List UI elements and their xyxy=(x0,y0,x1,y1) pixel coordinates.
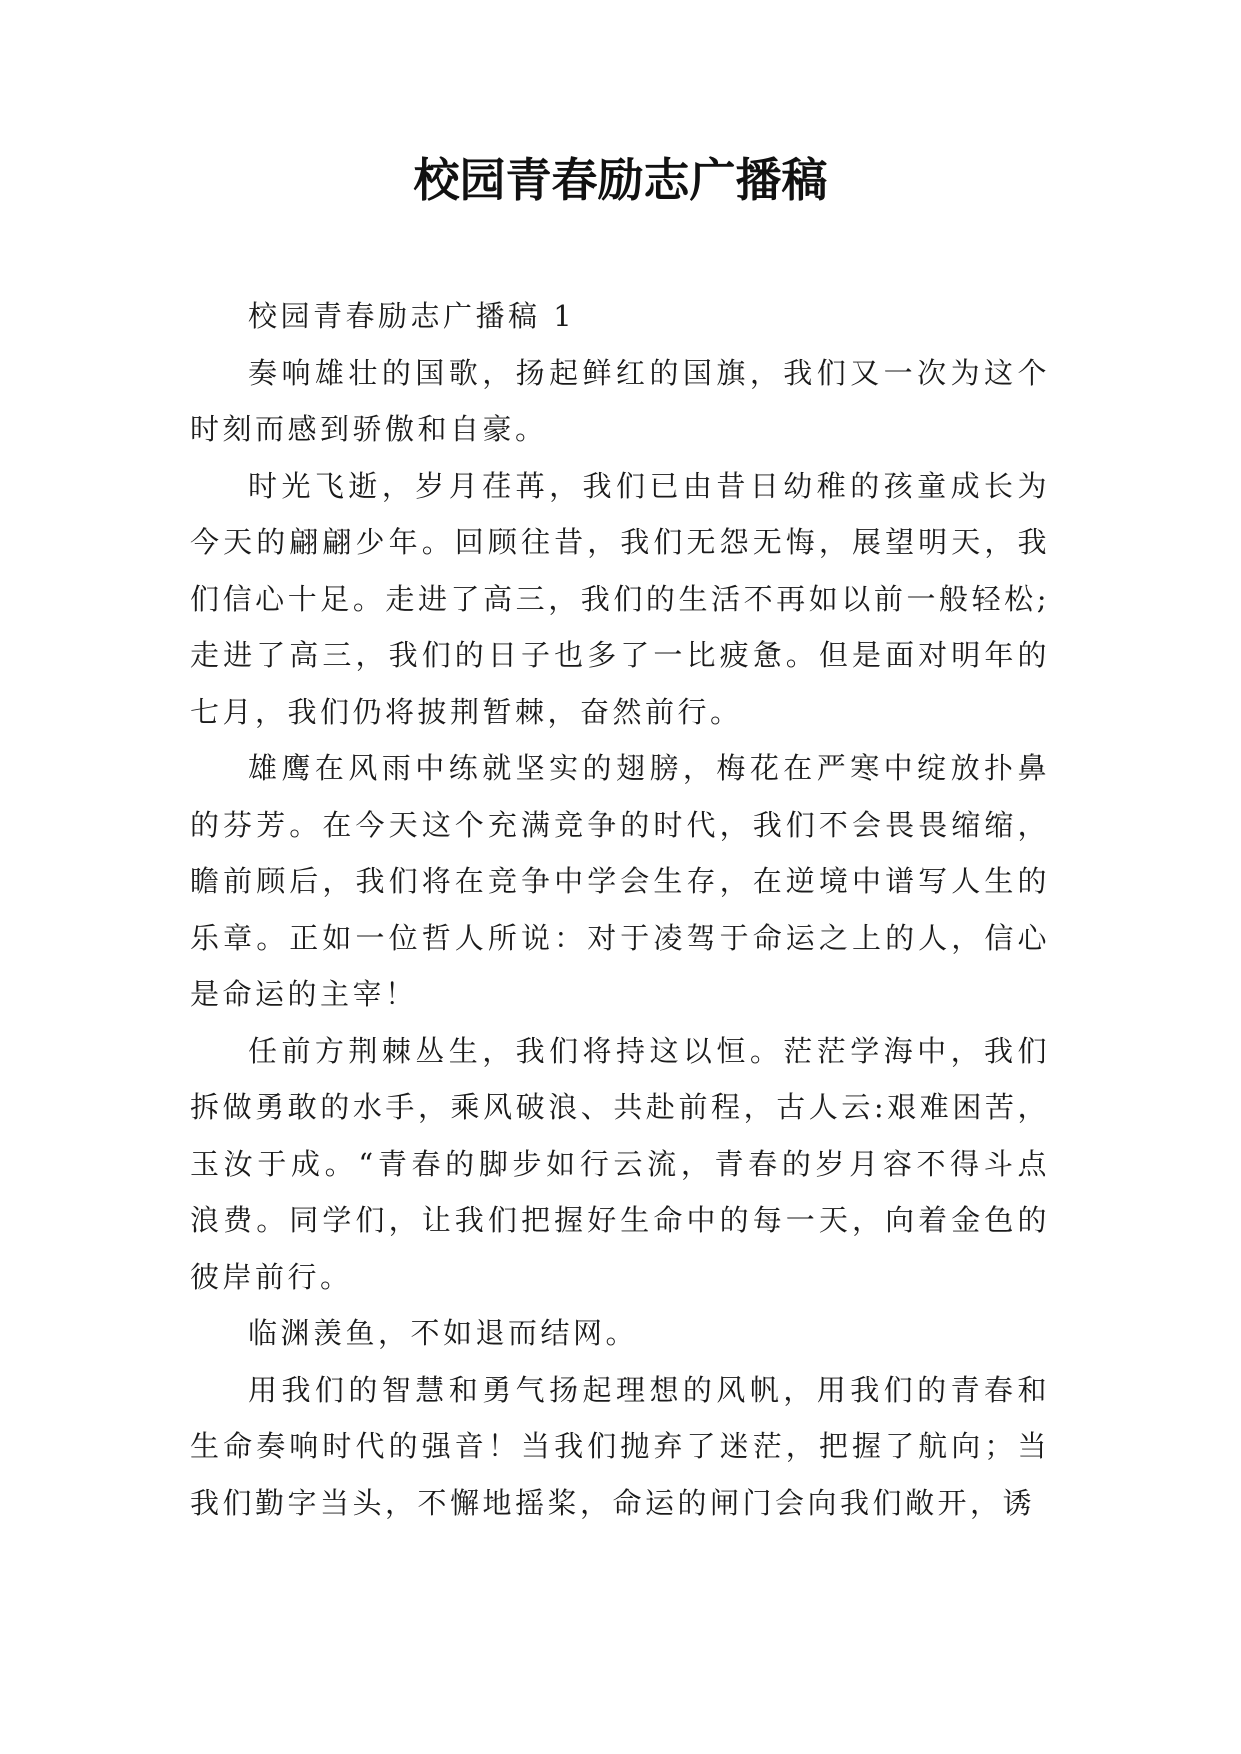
paragraph: 奏响雄壮的国歌，扬起鲜红的国旗，我们又一次为这个时刻而感到骄傲和自豪。 xyxy=(190,355,1050,446)
paragraph-heading: 校园青春励志广播稿 1 xyxy=(248,299,576,333)
paragraph: 任前方荆棘丛生，我们将持这以恒。茫茫学海中，我们拆做勇敢的水手，乘风破浪、共赴前程，古人云:艰难困苦，玉汝于成。“青春的脚步如行云流，青春的岁月容不得斗点浪费。同学们，让我们把握好生命中的每一天，向着金色的彼岸前行。 xyxy=(190,1033,1050,1294)
paragraph: 临渊羡鱼，不如退而结网。 xyxy=(248,1316,639,1350)
paragraph: 用我们的智慧和勇气扬起理想的风帆，用我们的青春和生命奏响时代的强音！当我们抛弃了迷茫，把握了航向；当我们勤字当头，不懈地摇桨，命运的闸门会向我们敞开，诱 xyxy=(190,1372,1050,1520)
document-body xyxy=(190,288,1050,1531)
paragraph: 时光飞逝，岁月荏苒，我们已由昔日幼稚的孩童成长为今天的翩翩少年。回顾往昔，我们无怨无悔，展望明天，我们信心十足。走进了高三，我们的生活不再如以前一般轻松;走进了高三，我们的日子也多了一比疲惫。但是面对明年的七月，我们仍将披荆暂棘，奋然前行。 xyxy=(190,468,1050,729)
document-title: 校园青春励志广播稿 xyxy=(413,153,828,207)
paragraph: 雄鹰在风雨中练就坚实的翅膀，梅花在严寒中绽放扑鼻的芬芳。在今天这个充满竞争的时代，我们不会畏畏缩缩，瞻前顾后，我们将在竞争中学会生存，在逆境中谱写人生的乐章。正如一位哲人所说：对于凌驾于命运之上的人，信心是命运的主宰！ xyxy=(190,751,1050,1011)
